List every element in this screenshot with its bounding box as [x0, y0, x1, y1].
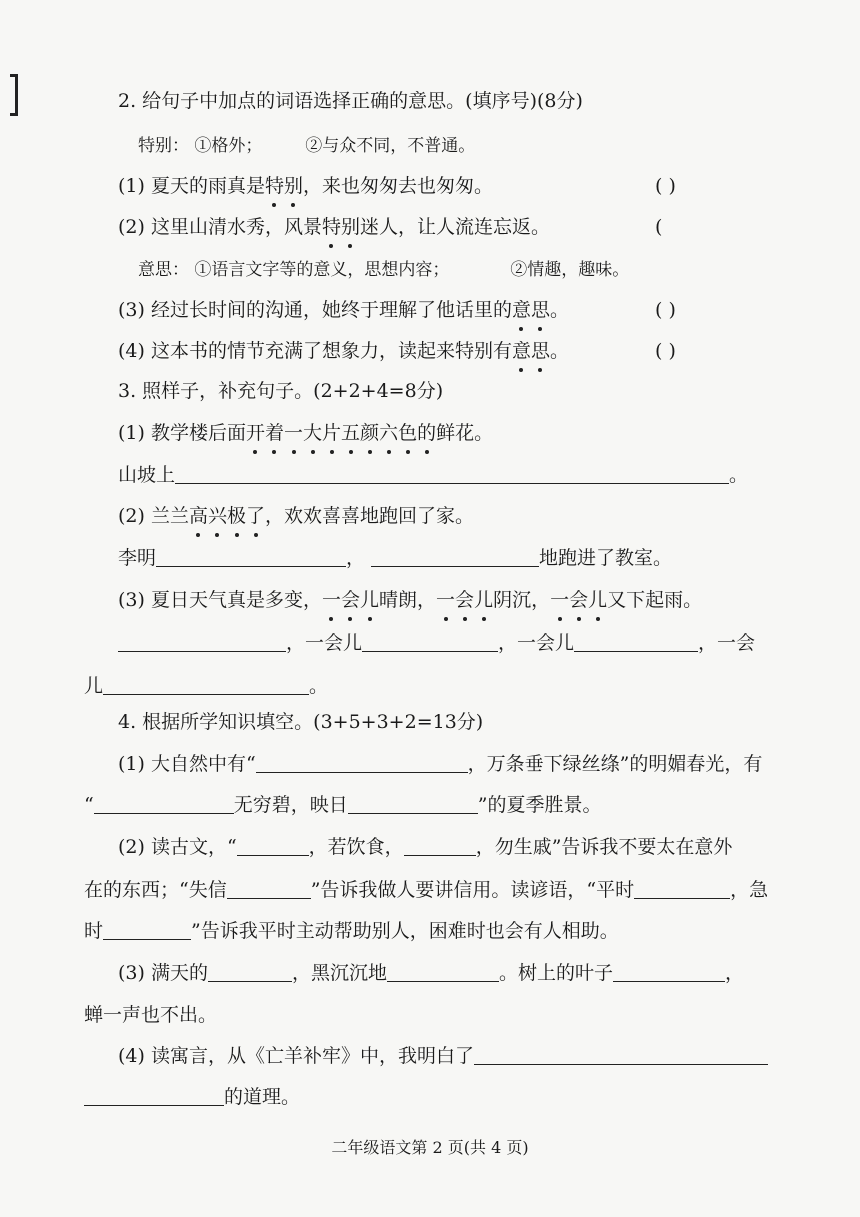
- q4-item-2-line3: [84, 918, 619, 944]
- example-text: ，欢欢喜喜地跑回了家。: [265, 505, 475, 527]
- dotted-word: [512, 340, 550, 362]
- definition-colon: ：: [172, 260, 189, 280]
- definition-option-2: ②与众不同，不普通。: [305, 136, 476, 156]
- dotted-char: 思: [530, 340, 550, 362]
- answer-end: 。: [729, 464, 749, 486]
- fill-text: ，万条垂下绿丝绦”的明媚春光，有: [467, 753, 763, 775]
- fill-blank[interactable]: [237, 835, 309, 856]
- q3-example-3: [118, 587, 702, 613]
- answer-connector: 儿: [84, 675, 104, 697]
- fill-text: (1) 大自然中有“: [118, 753, 256, 775]
- dotted-char: 一: [321, 589, 341, 611]
- fill-text: 在的东西；“失信: [84, 879, 227, 901]
- answer-parentheses[interactable]: ( ): [655, 340, 676, 362]
- q4-item-1-line1: [118, 751, 762, 777]
- q2-item-text: (3) 经过长时间的沟通，她终于理解了他话里的: [118, 299, 512, 321]
- example-text: 晴朗，: [379, 589, 437, 611]
- q4-item-3-line1: [118, 960, 744, 986]
- question-2-title: 2. 给句子中加点的词语选择正确的意思。(填序号)(8分): [118, 90, 583, 112]
- definition-group-1: [138, 133, 475, 159]
- dotted-phrase: [189, 505, 265, 527]
- example-text: 阴沉，: [493, 589, 551, 611]
- dotted-char: 的: [417, 422, 437, 444]
- fill-blank[interactable]: [84, 1085, 224, 1106]
- dotted-char: 片: [322, 422, 342, 444]
- answer-blank[interactable]: [156, 546, 346, 567]
- dotted-phrase: [246, 422, 436, 444]
- dotted-char: 意: [511, 299, 531, 321]
- definition-word: 意思: [138, 260, 172, 280]
- fill-blank[interactable]: [404, 835, 476, 856]
- dotted-char: 儿: [588, 589, 608, 611]
- q3-answer-1: [118, 462, 748, 488]
- q2-item-3: [118, 297, 569, 323]
- dotted-word: [265, 175, 303, 197]
- q4-item-1-line2: [84, 792, 601, 818]
- q2-item-1: [118, 173, 493, 199]
- dotted-char: 颜: [360, 422, 380, 444]
- dotted-char: 思: [530, 299, 550, 321]
- example-text: (3) 夏日天气真是多变，: [118, 589, 322, 611]
- dotted-char: 了: [246, 505, 266, 527]
- q3-answer-2: [118, 545, 672, 571]
- fill-text: (4) 读寓言，从《亡羊补牢》中，我明白了: [118, 1045, 474, 1067]
- q2-item-text: (2) 这里山清水秀，风景: [118, 216, 322, 238]
- fill-text: ”告诉我平时主动帮助别人，困难时也会有人相助。: [191, 920, 619, 942]
- answer-tail: 地跑进了教室。: [539, 547, 673, 569]
- fill-blank[interactable]: [348, 793, 478, 814]
- dotted-char: 一: [284, 422, 304, 444]
- definition-colon: ：: [172, 136, 189, 156]
- question-4-title: 4. 根据所学知识填空。(3+5+3+2=13分): [118, 711, 484, 733]
- dotted-char: 儿: [360, 589, 380, 611]
- fill-blank[interactable]: [634, 878, 730, 899]
- q2-item-text: 迷人，让人流连忘返。: [360, 216, 551, 238]
- answer-comma: ，: [346, 547, 366, 569]
- dotted-char: 意: [511, 340, 531, 362]
- fill-blank[interactable]: [208, 961, 292, 982]
- dotted-char: 特: [264, 175, 284, 197]
- q3-example-1: [118, 420, 493, 446]
- dotted-char: 会: [455, 589, 475, 611]
- fill-blank[interactable]: [227, 878, 311, 899]
- definition-option-1: ①语言文字等的意义，思想内容；: [194, 260, 450, 280]
- dotted-phrase: [322, 589, 379, 611]
- fill-text: (3) 满天的: [118, 962, 208, 984]
- definition-group-2: [138, 257, 629, 283]
- dotted-char: 五: [341, 422, 361, 444]
- q2-item-text: ，来也匆匆去也匆匆。: [303, 175, 494, 197]
- page-footer: 二年级语文第 2 页(共 4 页): [331, 1138, 529, 1157]
- fill-blank[interactable]: [474, 1044, 768, 1065]
- dotted-char: 开: [245, 422, 265, 444]
- dotted-phrase: [550, 589, 607, 611]
- dotted-char: 特: [321, 216, 341, 238]
- example-text: (1) 教学楼后面: [118, 422, 246, 444]
- dotted-char: 儿: [474, 589, 494, 611]
- dotted-char: 极: [227, 505, 247, 527]
- answer-blank[interactable]: [103, 674, 309, 695]
- fill-text: ，黑沉沉地: [291, 962, 387, 984]
- fill-text: ，: [725, 962, 745, 984]
- example-text: 又下起雨。: [607, 589, 703, 611]
- question-3-title: 3. 照样子，补充句子。(2+2+4=8分): [118, 380, 444, 402]
- dotted-word: [512, 299, 550, 321]
- q3-example-2: [118, 503, 474, 529]
- answer-parentheses[interactable]: ( ): [655, 299, 676, 321]
- dotted-word: [322, 216, 360, 238]
- example-text: 鲜花。: [436, 422, 494, 444]
- answer-connector: ，一会: [698, 632, 756, 654]
- q4-item-2-line1: [118, 834, 732, 860]
- q3-answer-3-line1: [118, 630, 755, 656]
- example-text: (2) 兰兰: [118, 505, 189, 527]
- answer-parentheses[interactable]: ( ): [655, 175, 676, 197]
- answer-lead: 李明: [118, 547, 157, 569]
- dotted-char: 一: [436, 589, 456, 611]
- dotted-char: 别: [283, 175, 303, 197]
- fill-text: 时: [84, 920, 104, 942]
- q4-item-4-line1: [118, 1043, 768, 1069]
- answer-blank[interactable]: [574, 631, 698, 652]
- dotted-char: 大: [303, 422, 323, 444]
- q4-item-3-line2: 蝉一声也不出。: [84, 1004, 218, 1026]
- fill-text: ”的夏季胜景。: [477, 794, 602, 816]
- dotted-char: 着: [264, 422, 284, 444]
- dotted-char: 一: [550, 589, 570, 611]
- answer-connector: ，一会儿: [286, 632, 363, 654]
- fill-blank[interactable]: [387, 961, 499, 982]
- fill-text: (2) 读古文，“: [118, 836, 237, 858]
- answer-lead: 山坡上: [118, 464, 176, 486]
- answer-connector: ，一会儿: [498, 632, 575, 654]
- answer-blank[interactable]: [371, 546, 539, 567]
- q3-answer-3-line2: [84, 673, 328, 699]
- dotted-phrase: [436, 589, 493, 611]
- fill-text: ，勿生戚”告诉我不要太在意外: [475, 836, 733, 858]
- fill-text: 的道理。: [224, 1086, 301, 1108]
- answer-blank[interactable]: [118, 631, 286, 652]
- fill-text: ”告诉我做人要讲信用。读谚语，“平时: [310, 879, 635, 901]
- binding-margin-mark: [10, 74, 18, 116]
- dotted-char: 别: [340, 216, 360, 238]
- definition-option-2: ②情趣，趣味。: [510, 260, 630, 280]
- answer-parentheses[interactable]: (: [655, 216, 663, 238]
- q2-item-text: 。: [550, 340, 570, 362]
- fill-text: “: [84, 794, 94, 816]
- fill-blank[interactable]: [256, 752, 468, 773]
- dotted-char: 兴: [207, 505, 227, 527]
- q2-item-text: 。: [550, 299, 570, 321]
- definition-word: 特别: [138, 136, 172, 156]
- answer-end: 。: [309, 675, 329, 697]
- q2-item-2: [118, 214, 550, 240]
- fill-blank[interactable]: [613, 961, 725, 982]
- dotted-char: 六: [379, 422, 399, 444]
- fill-text: 。树上的叶子: [498, 962, 613, 984]
- q2-item-4: [118, 338, 569, 364]
- q2-item-text: (1) 夏天的雨真是: [118, 175, 265, 197]
- definition-option-1: ①格外；: [194, 136, 263, 156]
- dotted-char: 会: [340, 589, 360, 611]
- dotted-char: 会: [569, 589, 589, 611]
- q4-item-2-line2: [84, 877, 768, 903]
- q2-item-text: (4) 这本书的情节充满了想象力，读起来特别有: [118, 340, 512, 362]
- fill-text: 无穷碧，映日: [233, 794, 348, 816]
- dotted-char: 色: [398, 422, 418, 444]
- answer-blank[interactable]: [175, 463, 729, 484]
- fill-blank[interactable]: [94, 793, 234, 814]
- fill-text: ，急: [730, 879, 769, 901]
- dotted-char: 高: [188, 505, 208, 527]
- fill-text: ，若饮食，: [308, 836, 404, 858]
- q4-item-4-line2: [84, 1084, 300, 1110]
- answer-blank[interactable]: [362, 631, 498, 652]
- fill-blank[interactable]: [103, 919, 191, 940]
